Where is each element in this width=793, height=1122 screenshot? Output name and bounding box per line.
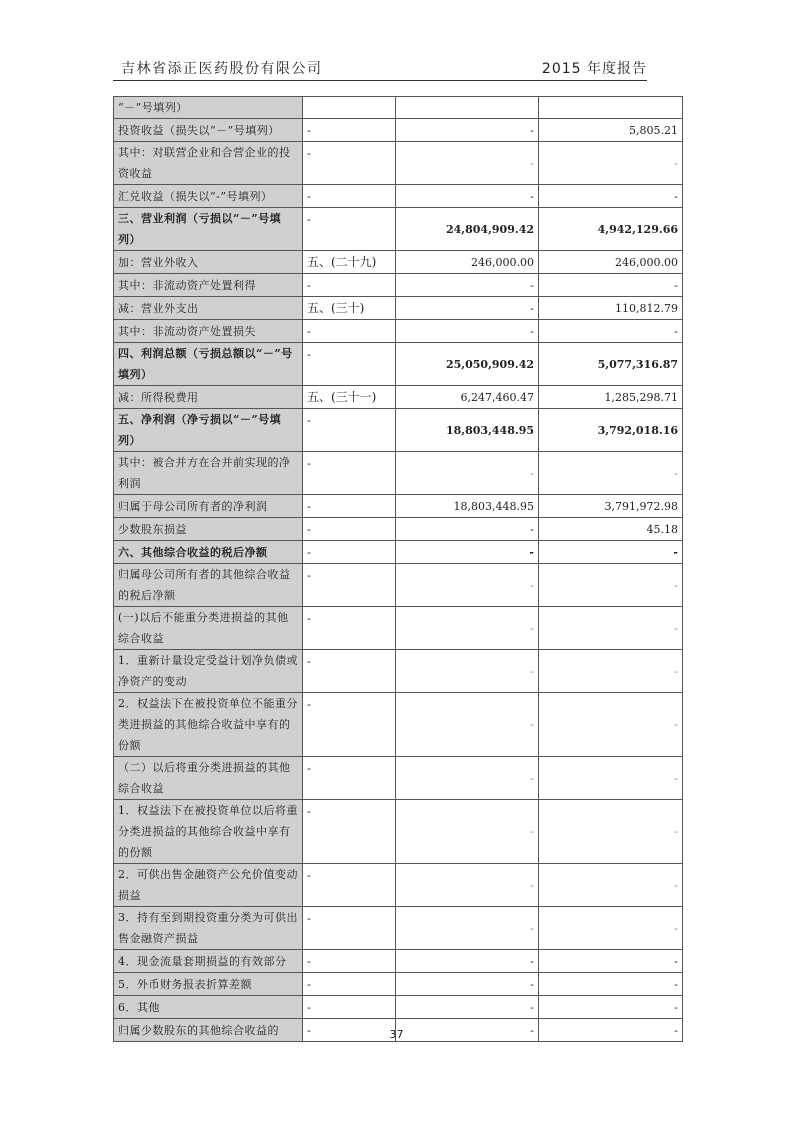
row-current-period: - — [396, 907, 539, 950]
table-row — [114, 541, 683, 564]
row-note: - — [303, 452, 396, 495]
row-label: （二）以后将重分类进损益的其他综合收益 — [114, 757, 303, 800]
table-row — [114, 996, 683, 1019]
row-current-period: - — [396, 973, 539, 996]
row-note: - — [303, 907, 396, 950]
row-previous-period — [539, 97, 683, 119]
row-label: 4．现金流量套期损益的有效部分 — [114, 950, 303, 973]
row-label: “－”号填列） — [114, 97, 303, 119]
row-label: 五、净利润（净亏损以“－”号填列） — [114, 409, 303, 452]
table-row — [114, 185, 683, 208]
row-current-period: 25,050,909.42 — [396, 343, 539, 386]
row-label: 其中：非流动资产处置损失 — [114, 320, 303, 343]
table-row — [114, 973, 683, 996]
table-row — [114, 495, 683, 518]
row-previous-period: - — [539, 907, 683, 950]
row-previous-period: - — [539, 564, 683, 607]
row-label: 投资收益（损失以“－”号填列） — [114, 119, 303, 142]
row-note: - — [303, 541, 396, 564]
row-current-period: - — [396, 950, 539, 973]
table-row — [114, 693, 683, 757]
row-previous-period: 3,791,972.98 — [539, 495, 683, 518]
row-note: - — [303, 185, 396, 208]
row-previous-period: - — [539, 274, 683, 297]
row-previous-period: - — [539, 142, 683, 185]
row-current-period: - — [396, 320, 539, 343]
row-note: - — [303, 996, 396, 1019]
row-previous-period: - — [539, 973, 683, 996]
row-label: 汇兑收益（损失以“-”号填列） — [114, 185, 303, 208]
row-current-period: - — [396, 119, 539, 142]
row-current-period: - — [396, 996, 539, 1019]
row-label: 四、利润总额（亏损总额以“－”号填列） — [114, 343, 303, 386]
row-label: 3．持有至到期投资重分类为可供出售金融资产损益 — [114, 907, 303, 950]
table-row — [114, 409, 683, 452]
row-previous-period: - — [539, 185, 683, 208]
row-current-period: - — [396, 650, 539, 693]
row-previous-period: - — [539, 452, 683, 495]
row-current-period: - — [396, 452, 539, 495]
row-note: - — [303, 119, 396, 142]
row-note: - — [303, 320, 396, 343]
row-label: (一)以后不能重分类进损益的其他综合收益 — [114, 607, 303, 650]
table-row — [114, 343, 683, 386]
row-previous-period: - — [539, 650, 683, 693]
page-number: 37 — [389, 1028, 404, 1041]
row-label: 2．权益法下在被投资单位不能重分类进损益的其他综合收益中享有的份额 — [114, 693, 303, 757]
row-note: 五、(二十九) — [303, 251, 396, 274]
row-note: 五、(三十一) — [303, 386, 396, 409]
row-previous-period: - — [539, 320, 683, 343]
row-note: - — [303, 757, 396, 800]
row-note: - — [303, 650, 396, 693]
table-row — [114, 757, 683, 800]
row-previous-period: - — [539, 693, 683, 757]
row-previous-period: 4,942,129.66 — [539, 208, 683, 251]
row-note: - — [303, 518, 396, 541]
row-label: 减：营业外支出 — [114, 297, 303, 320]
row-current-period: - — [396, 800, 539, 864]
row-label: 其中：非流动资产处置利得 — [114, 274, 303, 297]
row-previous-period: - — [539, 1019, 683, 1042]
row-previous-period: - — [539, 864, 683, 907]
table-row — [114, 607, 683, 650]
table-row — [114, 800, 683, 864]
row-current-period — [396, 97, 539, 119]
page-header — [113, 56, 647, 81]
income-statement-table — [113, 96, 683, 1042]
table-row — [114, 119, 683, 142]
row-label: 归属少数股东的其他综合收益的 — [114, 1019, 303, 1042]
row-note: - — [303, 693, 396, 757]
table-row — [114, 142, 683, 185]
row-current-period: - — [396, 142, 539, 185]
row-current-period: - — [396, 1019, 539, 1042]
row-current-period: 246,000.00 — [396, 251, 539, 274]
table-row — [114, 274, 683, 297]
row-note: - — [303, 864, 396, 907]
row-note: - — [303, 495, 396, 518]
row-previous-period: - — [539, 996, 683, 1019]
row-previous-period: 246,000.00 — [539, 251, 683, 274]
table-row — [114, 97, 683, 119]
row-note: - — [303, 1019, 396, 1042]
row-label: 其中：被合并方在合并前实现的净利润 — [114, 452, 303, 495]
row-current-period: 18,803,448.95 — [396, 495, 539, 518]
row-current-period: 6,247,460.47 — [396, 386, 539, 409]
row-note: - — [303, 409, 396, 452]
income-statement-body — [114, 97, 683, 1042]
table-row — [114, 208, 683, 251]
row-previous-period: 45.18 — [539, 518, 683, 541]
table-row — [114, 251, 683, 274]
row-current-period: - — [396, 693, 539, 757]
row-note: - — [303, 274, 396, 297]
row-label: 减：所得税费用 — [114, 386, 303, 409]
table-row — [114, 452, 683, 495]
row-note: - — [303, 973, 396, 996]
row-previous-period: 1,285,298.71 — [539, 386, 683, 409]
row-label: 加：营业外收入 — [114, 251, 303, 274]
row-current-period: - — [396, 757, 539, 800]
row-previous-period: - — [539, 757, 683, 800]
row-current-period: - — [396, 297, 539, 320]
row-previous-period: 3,792,018.16 — [539, 409, 683, 452]
row-note: 五、(三十) — [303, 297, 396, 320]
table-row — [114, 564, 683, 607]
row-label: 2．可供出售金融资产公允价值变动损益 — [114, 864, 303, 907]
row-note: - — [303, 607, 396, 650]
row-previous-period: - — [539, 541, 683, 564]
row-previous-period: 5,805.21 — [539, 119, 683, 142]
row-label: 归属于母公司所有者的净利润 — [114, 495, 303, 518]
row-previous-period: 5,077,316.87 — [539, 343, 683, 386]
row-previous-period: - — [539, 950, 683, 973]
row-note: - — [303, 800, 396, 864]
row-current-period: - — [396, 185, 539, 208]
row-note: - — [303, 142, 396, 185]
row-note: - — [303, 564, 396, 607]
row-note: - — [303, 208, 396, 251]
row-label: 5．外币财务报表折算差额 — [114, 973, 303, 996]
row-note: - — [303, 343, 396, 386]
row-previous-period: - — [539, 800, 683, 864]
row-label: 归属母公司所有者的其他综合收益的税后净额 — [114, 564, 303, 607]
row-current-period: 24,804,909.42 — [396, 208, 539, 251]
company-name: 吉林省添正医药股份有限公司 — [121, 61, 323, 77]
row-current-period: - — [396, 274, 539, 297]
row-current-period: 18,803,448.95 — [396, 409, 539, 452]
row-label: 三、营业利润（亏损以“－”号填列） — [114, 208, 303, 251]
table-row — [114, 950, 683, 973]
table-row — [114, 907, 683, 950]
row-label: 其中：对联营企业和合营企业的投资收益 — [114, 142, 303, 185]
row-current-period: - — [396, 541, 539, 564]
row-label: 六、其他综合收益的税后净额 — [114, 541, 303, 564]
row-label: 1．权益法下在被投资单位以后将重分类进损益的其他综合收益中享有的份额 — [114, 800, 303, 864]
table-row — [114, 297, 683, 320]
row-previous-period: - — [539, 607, 683, 650]
table-row — [114, 320, 683, 343]
row-current-period: - — [396, 607, 539, 650]
row-note: - — [303, 950, 396, 973]
table-row — [114, 650, 683, 693]
table-row — [114, 386, 683, 409]
row-current-period: - — [396, 864, 539, 907]
row-label: 少数股东损益 — [114, 518, 303, 541]
table-row — [114, 864, 683, 907]
row-label: 6．其他 — [114, 996, 303, 1019]
row-note — [303, 97, 396, 119]
row-label: 1．重新计量设定受益计划净负债或净资产的变动 — [114, 650, 303, 693]
row-previous-period: 110,812.79 — [539, 297, 683, 320]
table-row — [114, 518, 683, 541]
row-current-period: - — [396, 564, 539, 607]
row-current-period: - — [396, 518, 539, 541]
report-title: 2015 年度报告 — [541, 61, 647, 77]
